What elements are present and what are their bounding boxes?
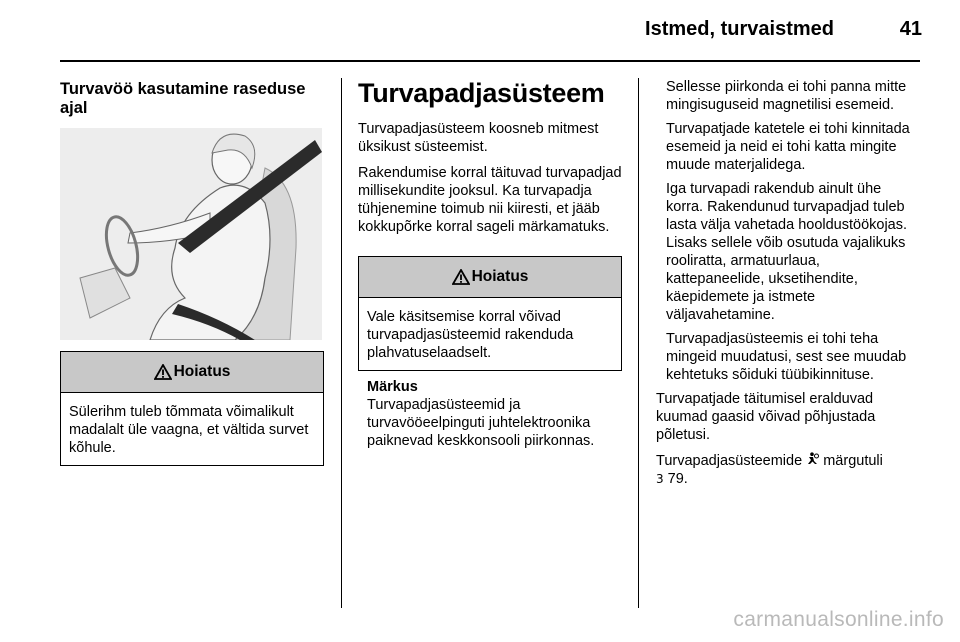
indicator-text-before: Turvapadjasüsteemide [656,453,803,469]
middle-column [358,78,624,244]
page-number: 41 [899,18,922,40]
note-block [367,378,629,450]
warning-triangle-icon [452,269,470,285]
paragraph: Rakendumise korral täituvad turvapadjad millisekundite jooksul. Ka turvapadja tühjenemine toimub nii kiiresti, et jääb kokkupõrke korral sageli märkamatuks. [358,165,622,235]
section-title-pregnancy: Turvavöö kasutamine raseduse ajal [60,80,306,117]
warning-header [61,352,323,393]
warning-triangle-icon [154,364,172,380]
warning-box-middle [358,256,622,371]
note-text: Turvapadjasüsteemid ja turvavööeelpinguti juhtelektroonika paiknevad keskkonsooli piirkonnas. [367,397,595,449]
page-reference-icon: 3 [656,472,664,486]
airbag-indicator-icon [806,452,819,470]
warning-heading: Hoiatus [471,268,529,285]
warning-text: Vale käsitsemise korral võivad turvapadjasüsteemid rakenduda plahvatuselaadselt. [367,309,574,361]
page-reference[interactable] [656,470,922,488]
warning-box-left [60,351,324,466]
page-reference-number[interactable]: 79. [667,471,688,487]
header-divider [60,60,920,62]
seatbelt-pregnancy-illustration [60,128,322,340]
list-item: Iga turvapadi rakendub ainult ühe korra. Rakendunud turvapadjad tuleb lasta välja vahetada hooldustöökojas. Lisaks sellele võib osutuda vajalikuks rooliratta, armatuurlaua, kattepaneelide, uksetihendite, käepidemete ja istmete väljavahetamine. [666,181,908,323]
column-divider-1 [341,78,342,608]
warning-text: Sülerihm tuleb tõmmata võimalikult madalalt üle vaagna, et vältida survet kõhule. [69,404,309,456]
right-column [656,78,922,488]
paragraph: Turvapatjade täitumisel eralduvad kuumad gaasid võivad põhjustada põletusi. [656,391,876,443]
paragraph-indicator [656,452,922,470]
paragraph: Turvapadjasüsteem koosneb mitmest üksikust süsteemist. [358,121,599,155]
note-heading: Märkus [367,379,418,395]
list-item: Sellesse piirkonda ei tohi panna mitte mingisuguseid magnetilisi esemeid. [666,79,907,113]
section-title-airbag: Turvapadjasüsteem [358,78,605,108]
list-item: Turvapadjasüsteemis ei tohi teha mingeid muudatusi, sest see muudab kehtetuks sõiduki tüübikinnituse. [666,331,907,383]
list-item: Turvapatjade katetele ei tohi kinnitada esemeid ja neid ei tohi katta mingite muude materjalidega. [666,121,910,173]
page-header-title: Istmed, turvaistmed [645,18,834,40]
left-column [60,80,324,118]
indicator-text-after: märgutuli [823,453,883,469]
watermark: carmanualsonline.info [733,608,944,631]
column-divider-2 [638,78,639,608]
indented-list [656,78,922,384]
warning-header [359,257,621,298]
warning-heading: Hoiatus [173,363,231,380]
